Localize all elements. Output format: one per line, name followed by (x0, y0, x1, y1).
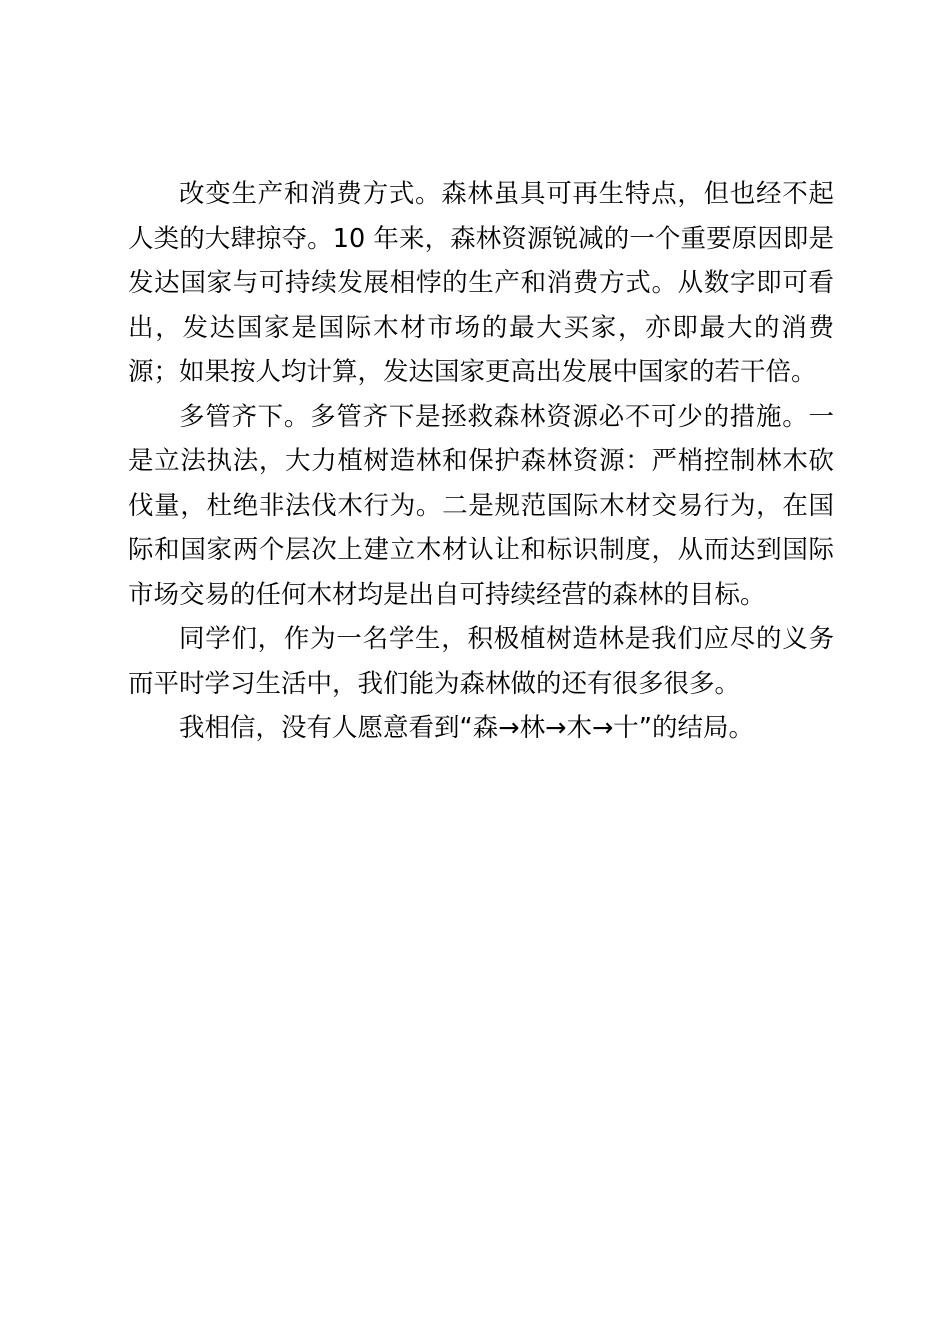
paragraph-closing: 我相信，没有人愿意看到“森→林→木→十”的结局。 (179, 713, 755, 743)
paragraph-measures: 多管齐下。多管齐下是拯救森林资源必不可少的措施。一是立法执法，大力植树造林和保护森林资源：严梢控制林木砍伐量，杜绝非法伐木行为。二是规范国际木材交易行为，在国际和国家两个层次上建立木材认让和标识制度，从而达到国际市场交易的任何木材均是出自可持续经营的森林的目标。 (128, 401, 834, 610)
document-body (128, 172, 834, 751)
paragraph-consumption: 改变生产和消费方式。森林虽具可再生特点，但也经不起人类的大肆掠夺。10 年来，森林资源锐减的一个重要原因即是发达国家与可持续发展相悖的生产和消费方式。从数字即可看出，发达国家是国际木材市场的最大买家，亦即最大的消费源；如果按人均计算，发达国家更高出发展中国家的若干倍。 (128, 179, 834, 387)
paragraph-students: 同学们，作为一名学生，积极植树造林是我们应尽的义务而平时学习生活中，我们能为森林做的还有很多很多。 (128, 624, 834, 699)
